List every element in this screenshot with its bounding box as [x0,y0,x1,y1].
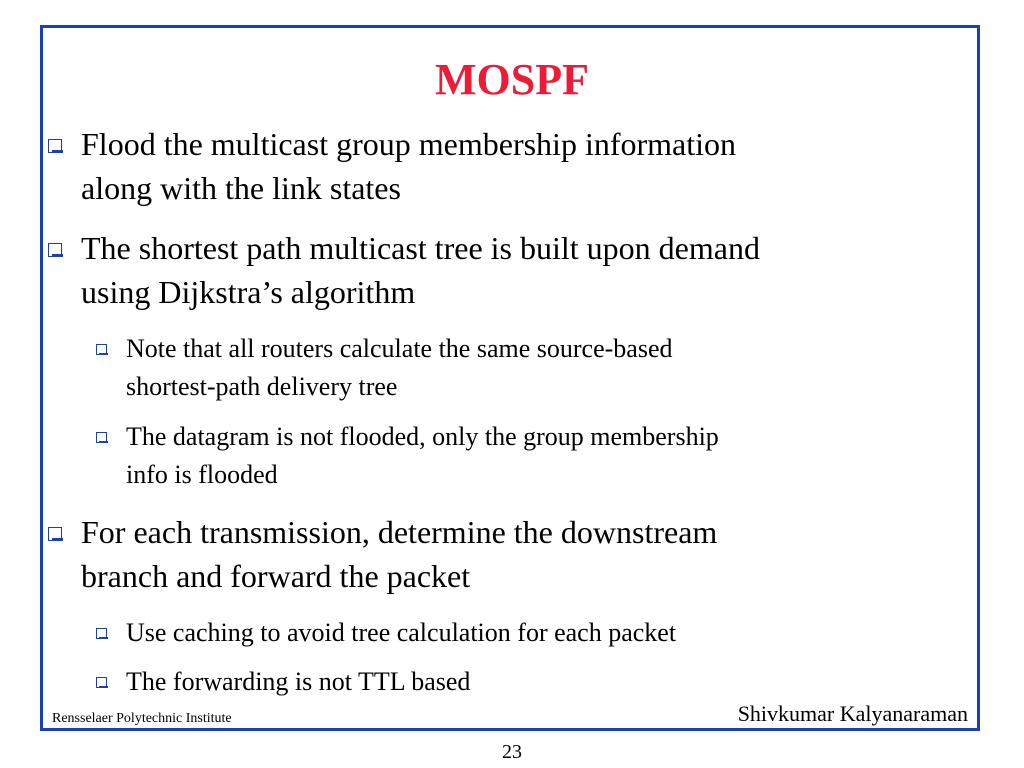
sub-bullet-item [96,663,956,701]
sub-bullet-item [96,330,956,406]
bullet-text [81,226,948,314]
bullet-line: For each transmission, determine the downstream [81,514,718,550]
sub-bullet-line: Note that all routers calculate the same source-based [126,334,673,363]
hollow-square-bullet-icon [48,243,62,257]
bullet-line: Flood the multicast group membership information [81,126,737,162]
sub-bullet-item [96,418,956,494]
bullet-text [81,510,948,598]
bullet-line: along with the link states [81,170,401,206]
bullet-text [81,122,948,210]
sub-bullet-item [96,614,956,652]
sub-bullet-line: info is flooded [126,460,278,489]
hollow-square-bullet-icon [48,527,62,541]
hollow-square-bullet-icon [96,344,107,355]
bullet-item [48,510,948,598]
sub-bullet-line: The datagram is not flooded, only the group membership [126,422,719,451]
hollow-square-bullet-icon [96,677,107,688]
bullet-item [48,122,948,210]
sub-bullet-text [126,330,956,406]
footer-author: Shivkumar Kalyanaraman [737,701,968,726]
sub-bullet-text [126,663,956,701]
hollow-square-bullet-icon [96,628,107,639]
bullet-line: using Dijkstra’s algorithm [81,274,416,310]
sub-bullet-text [126,418,956,494]
bullet-line: The shortest path multicast tree is built upon demand [81,230,760,266]
hollow-square-bullet-icon [96,432,107,443]
sub-bullet-line: The forwarding is not TTL based [126,667,471,696]
bullet-line: branch and forward the packet [81,558,471,594]
footer-institution: Rensselaer Polytechnic Institute [52,711,232,726]
sub-bullet-text [126,614,956,652]
sub-bullet-line: shortest-path delivery tree [126,372,398,401]
sub-bullet-line: Use caching to avoid tree calculation for each packet [126,618,677,647]
hollow-square-bullet-icon [48,139,62,153]
page-number: 23 [502,741,522,763]
slide-title: MOSPF [435,55,589,104]
bullet-item [48,226,948,314]
